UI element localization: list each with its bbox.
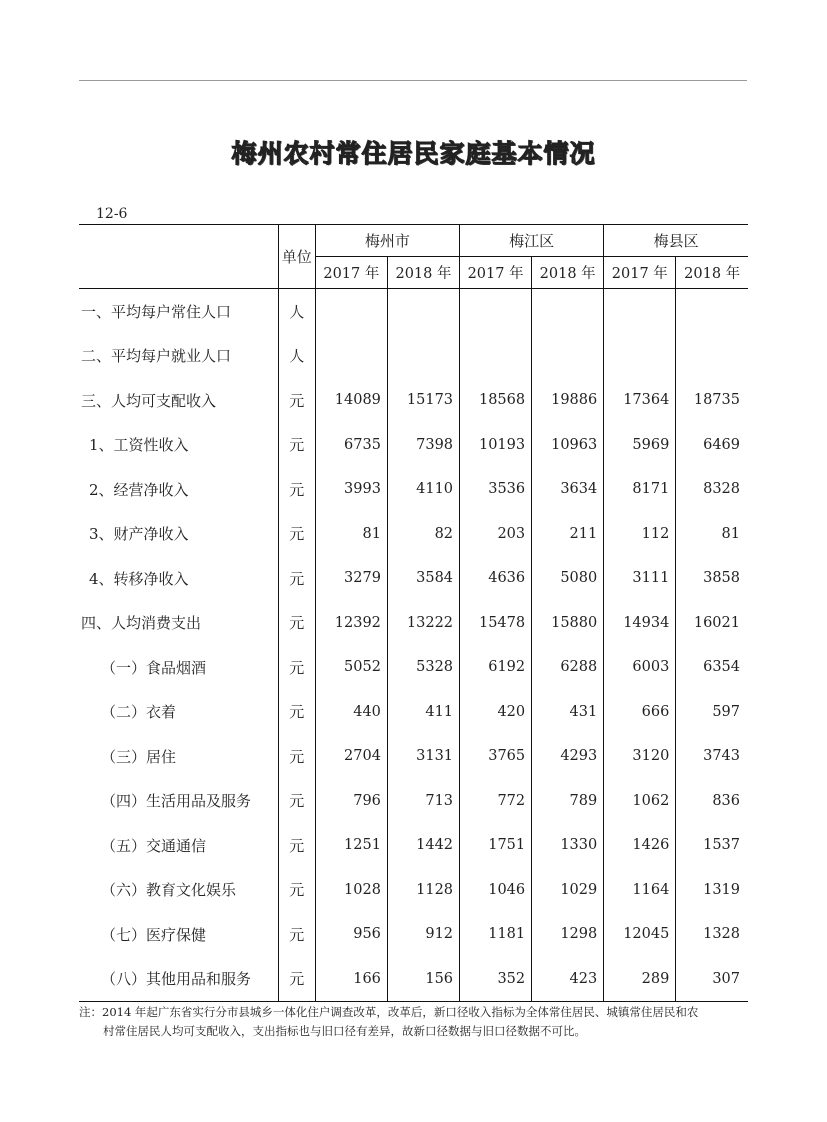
footnote xyxy=(79,1003,751,1041)
table-row xyxy=(79,734,748,779)
value-cell: 411 xyxy=(387,690,459,735)
value-cell: 666 xyxy=(604,690,676,735)
value-cell: 1330 xyxy=(532,823,604,868)
value-cell: 1537 xyxy=(703,837,740,854)
footnote-line-2: 村常住居民人均可支配收入，支出指标也与旧口径有差异，故新口径数据与旧口径数据不可比。 xyxy=(103,1024,586,1038)
value-cell: 18568 xyxy=(460,378,532,423)
row-label: （二）衣着 xyxy=(101,703,177,722)
value-cell: 836 xyxy=(712,792,740,809)
row-label: 1、工资性收入 xyxy=(89,436,189,455)
region-header-meijiang: 梅江区 xyxy=(460,225,604,257)
value-cell: 1028 xyxy=(315,868,387,913)
row-label: 三、人均可支配收入 xyxy=(81,391,217,410)
value-cell: 440 xyxy=(315,690,387,735)
value-cell: 12392 xyxy=(315,601,387,646)
row-label: （一）食品烟酒 xyxy=(101,658,207,677)
row-label: （六）教育文化娱乐 xyxy=(101,881,237,900)
table-row xyxy=(79,378,748,423)
value-cell: 1251 xyxy=(315,823,387,868)
value-cell: 12045 xyxy=(604,912,676,957)
row-unit: 元 xyxy=(278,779,315,824)
row-label: 一、平均每户常住人口 xyxy=(81,302,232,321)
value-cell: 3634 xyxy=(532,467,604,512)
value-cell: 10193 xyxy=(460,423,532,468)
table-row xyxy=(79,690,748,735)
value-cell: 4636 xyxy=(460,556,532,601)
value-cell: 156 xyxy=(387,957,459,1002)
value-cell: 1298 xyxy=(532,912,604,957)
row-label: 4、转移净收入 xyxy=(89,569,189,588)
table-number: 12-6 xyxy=(96,206,128,222)
value-cell: 1029 xyxy=(532,868,604,913)
row-unit: 元 xyxy=(278,645,315,690)
value-cell: 8171 xyxy=(604,467,676,512)
table-body xyxy=(79,289,748,1002)
row-label: （五）交通通信 xyxy=(101,836,207,855)
value-cell: 211 xyxy=(532,512,604,557)
value-cell xyxy=(604,334,676,379)
value-cell: 15880 xyxy=(532,601,604,646)
top-rule xyxy=(79,80,747,81)
value-cell: 81 xyxy=(315,512,387,557)
value-cell: 10963 xyxy=(532,423,604,468)
value-cell: 431 xyxy=(532,690,604,735)
value-cell: 789 xyxy=(532,779,604,824)
value-cell: 14089 xyxy=(315,378,387,423)
value-cell xyxy=(532,334,604,379)
value-cell xyxy=(604,289,676,334)
value-cell: 912 xyxy=(387,912,459,957)
value-cell: 5969 xyxy=(604,423,676,468)
value-cell: 307 xyxy=(676,957,748,1002)
value-cell xyxy=(460,289,532,334)
value-cell: 3131 xyxy=(387,734,459,779)
value-cell: 1181 xyxy=(460,912,532,957)
table-row xyxy=(79,912,748,957)
value-cell: 289 xyxy=(604,957,676,1002)
value-cell: 6192 xyxy=(460,645,532,690)
row-label: （四）生活用品及服务 xyxy=(101,792,252,811)
table-row xyxy=(79,423,748,468)
value-cell: 2704 xyxy=(315,734,387,779)
value-cell: 15173 xyxy=(387,378,459,423)
value-cell: 956 xyxy=(315,912,387,957)
value-cell: 3584 xyxy=(387,556,459,601)
value-cell: 203 xyxy=(460,512,532,557)
row-unit: 元 xyxy=(278,690,315,735)
value-cell: 1046 xyxy=(460,868,532,913)
table-row xyxy=(79,467,748,512)
row-unit: 元 xyxy=(278,378,315,423)
value-cell: 1319 xyxy=(703,881,740,898)
value-cell: 1128 xyxy=(387,868,459,913)
row-unit: 元 xyxy=(278,868,315,913)
value-cell: 17364 xyxy=(604,378,676,423)
value-cell: 423 xyxy=(532,957,604,1002)
table-row xyxy=(79,512,748,557)
row-unit: 元 xyxy=(278,601,315,646)
page-title: 梅州农村常住居民家庭基本情况 xyxy=(231,139,596,168)
table-row xyxy=(79,779,748,824)
value-cell xyxy=(676,289,748,334)
value-cell: 81 xyxy=(721,525,740,542)
row-unit: 元 xyxy=(278,957,315,1002)
value-cell: 18735 xyxy=(693,392,740,409)
value-cell: 5328 xyxy=(387,645,459,690)
row-unit: 元 xyxy=(278,912,315,957)
value-cell: 3279 xyxy=(315,556,387,601)
unit-column-header: 单位 xyxy=(278,225,315,289)
value-cell: 6288 xyxy=(532,645,604,690)
value-cell: 6469 xyxy=(703,436,740,453)
row-label: 四、人均消费支出 xyxy=(81,614,202,633)
value-cell: 4293 xyxy=(532,734,604,779)
value-cell: 420 xyxy=(460,690,532,735)
value-cell: 3743 xyxy=(703,748,740,765)
value-cell xyxy=(676,334,748,379)
value-cell: 16021 xyxy=(693,614,740,631)
year-header: 2018 年 xyxy=(532,257,604,289)
table-row xyxy=(79,289,748,334)
value-cell: 14934 xyxy=(604,601,676,646)
region-header-meixian: 梅县区 xyxy=(604,225,748,257)
year-header: 2017 年 xyxy=(315,257,387,289)
row-label: 2、经营净收入 xyxy=(89,480,189,499)
table-row xyxy=(79,556,748,601)
row-unit: 元 xyxy=(278,556,315,601)
value-cell: 1164 xyxy=(604,868,676,913)
table-row xyxy=(79,957,748,1002)
year-header: 2018 年 xyxy=(676,257,748,289)
table-row xyxy=(79,868,748,913)
value-cell: 19886 xyxy=(532,378,604,423)
year-header: 2017 年 xyxy=(604,257,676,289)
row-unit: 元 xyxy=(278,823,315,868)
value-cell: 8328 xyxy=(703,481,740,498)
value-cell: 713 xyxy=(387,779,459,824)
value-cell: 3993 xyxy=(315,467,387,512)
value-cell: 3111 xyxy=(604,556,676,601)
year-header: 2018 年 xyxy=(387,257,459,289)
footnote-line-1: 注：2014 年起广东省实行分市县城乡一体化住户调查改革，改革后，新口径收入指标为全体常住居民、城镇常住居民和农 xyxy=(79,1005,699,1019)
value-cell xyxy=(315,334,387,379)
value-cell: 3765 xyxy=(460,734,532,779)
value-cell: 597 xyxy=(712,703,740,720)
year-header: 2017 年 xyxy=(460,257,532,289)
value-cell: 1751 xyxy=(460,823,532,868)
table-row xyxy=(79,601,748,646)
value-cell: 15478 xyxy=(460,601,532,646)
value-cell: 82 xyxy=(387,512,459,557)
value-cell xyxy=(315,289,387,334)
row-header-corner xyxy=(79,225,278,289)
value-cell: 7398 xyxy=(387,423,459,468)
value-cell: 3858 xyxy=(703,570,740,587)
row-label: （七）医疗保健 xyxy=(101,925,207,944)
row-label: 二、平均每户就业人口 xyxy=(81,347,232,366)
value-cell: 6354 xyxy=(703,659,740,676)
value-cell: 1426 xyxy=(604,823,676,868)
table-row xyxy=(79,645,748,690)
table-row xyxy=(79,334,748,379)
row-unit: 人 xyxy=(278,334,315,379)
value-cell: 13222 xyxy=(387,601,459,646)
value-cell: 4110 xyxy=(387,467,459,512)
value-cell xyxy=(387,289,459,334)
value-cell: 166 xyxy=(315,957,387,1002)
value-cell: 796 xyxy=(315,779,387,824)
row-label: 3、财产净收入 xyxy=(89,525,189,544)
row-label: （八）其他用品和服务 xyxy=(79,957,278,1002)
row-unit: 元 xyxy=(278,423,315,468)
row-label: （三）居住 xyxy=(101,747,177,766)
row-unit: 元 xyxy=(278,734,315,779)
value-cell: 1442 xyxy=(387,823,459,868)
value-cell: 6735 xyxy=(315,423,387,468)
row-unit: 元 xyxy=(278,467,315,512)
value-cell xyxy=(387,334,459,379)
value-cell: 5080 xyxy=(532,556,604,601)
value-cell: 112 xyxy=(604,512,676,557)
value-cell: 352 xyxy=(460,957,532,1002)
value-cell: 772 xyxy=(460,779,532,824)
value-cell xyxy=(532,289,604,334)
value-cell: 3120 xyxy=(604,734,676,779)
value-cell: 5052 xyxy=(315,645,387,690)
value-cell: 6003 xyxy=(604,645,676,690)
row-unit: 人 xyxy=(278,289,315,334)
value-cell: 1062 xyxy=(604,779,676,824)
data-table xyxy=(79,224,748,1002)
region-header-meizhou: 梅州市 xyxy=(315,225,459,257)
value-cell: 3536 xyxy=(460,467,532,512)
value-cell xyxy=(460,334,532,379)
value-cell: 1328 xyxy=(703,926,740,943)
row-unit: 元 xyxy=(278,512,315,557)
table-row xyxy=(79,823,748,868)
